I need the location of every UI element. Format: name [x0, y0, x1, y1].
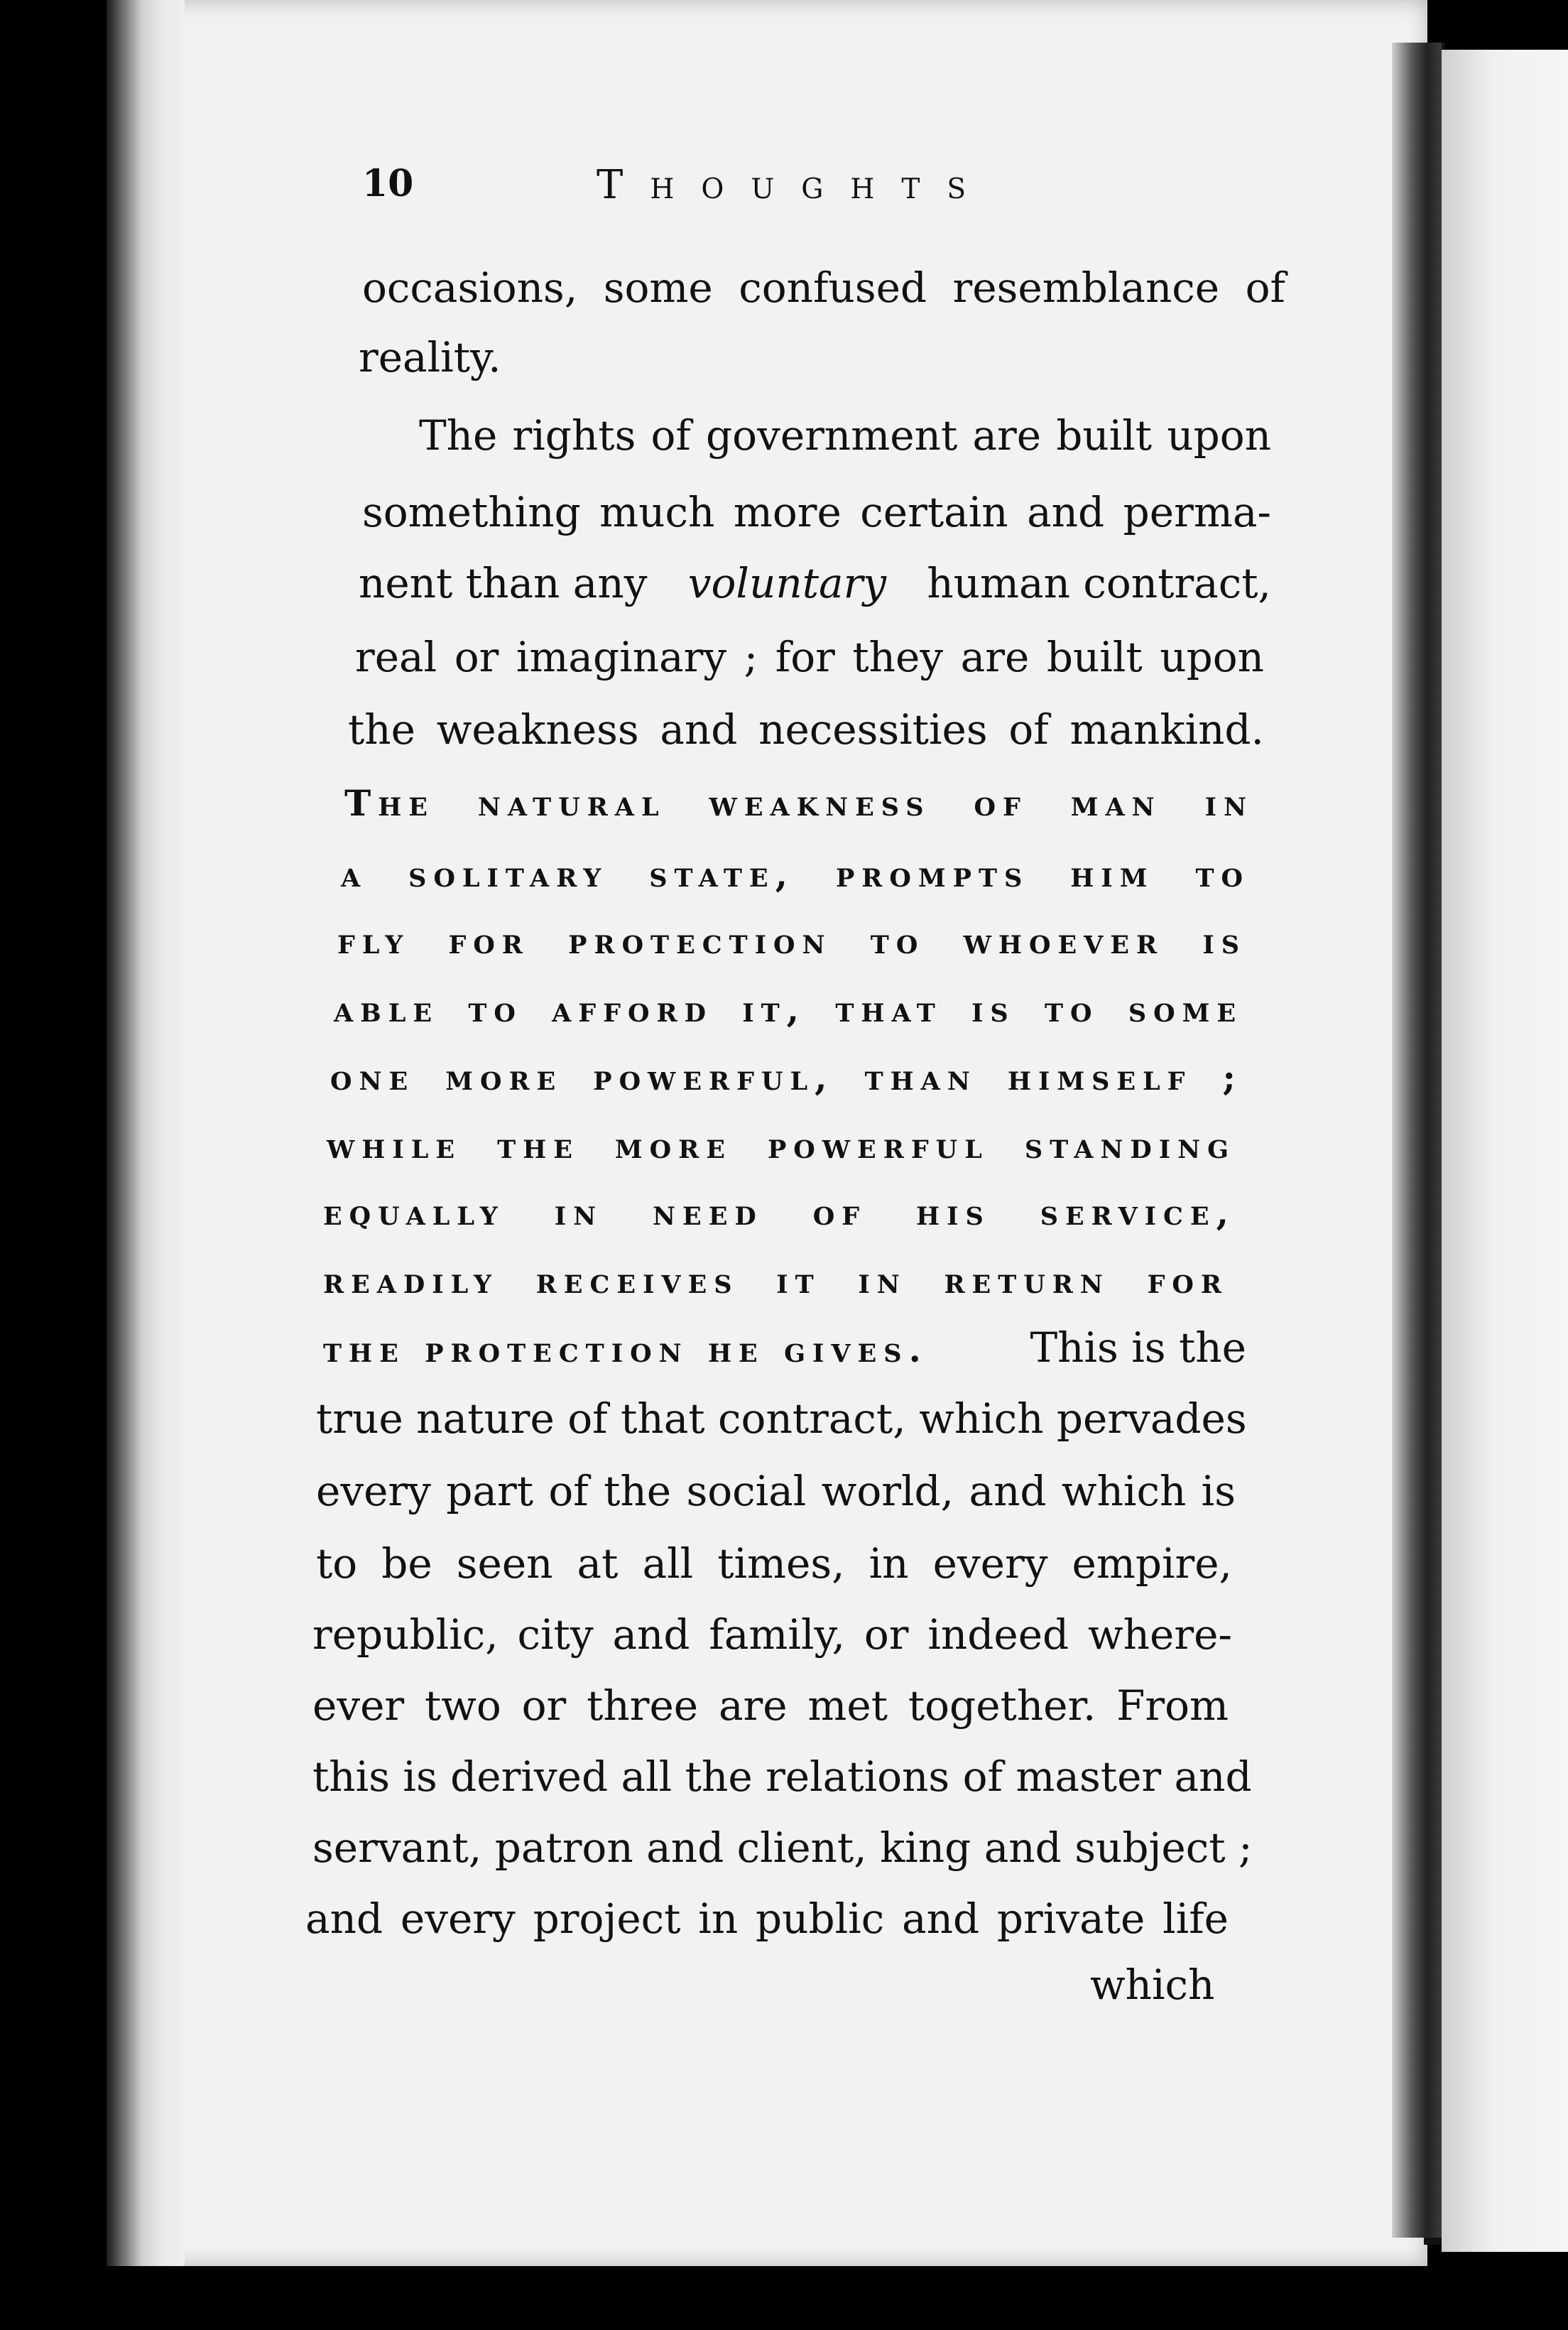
- page-number: 10: [362, 162, 414, 205]
- line-text: the protection he gives.: [323, 1328, 928, 1370]
- small-caps-line: [323, 1188, 1236, 1237]
- line-text: every part of the social world, and which is: [316, 1467, 1236, 1515]
- text-line: [316, 1466, 1236, 1516]
- line-text: ever two or three are met together. From: [312, 1681, 1229, 1730]
- small-caps-line: [337, 916, 1246, 966]
- line-text: reality.: [359, 333, 501, 381]
- text-line: [323, 1323, 1246, 1375]
- line-text: nent than any: [359, 559, 648, 607]
- text-line: [359, 332, 501, 382]
- line-text: fly for protection to whoever is: [337, 920, 1246, 962]
- catchword: which: [1090, 1961, 1215, 2009]
- text-line: [348, 705, 1264, 754]
- small-caps-line: [327, 1121, 1236, 1171]
- text-line: [312, 1752, 1252, 1801]
- text-line: [316, 1394, 1247, 1443]
- text-line: [312, 1610, 1232, 1659]
- line-text: real or imaginary ; for they are built upon: [355, 633, 1264, 681]
- italic-word: voluntary: [687, 559, 887, 607]
- small-caps-line: [344, 779, 1253, 828]
- line-text: the weakness and necessities of mankind.: [348, 705, 1264, 754]
- page-right-edge: [1392, 43, 1442, 2238]
- line-text: to be seen at all times, in every empire,: [316, 1539, 1232, 1588]
- line-text: readily receives it in return for: [323, 1259, 1229, 1301]
- text-line: [312, 1681, 1229, 1730]
- text-line: [362, 263, 1285, 313]
- scan-bottom-border: [0, 2270, 1568, 2330]
- small-caps-line: [323, 1256, 1229, 1306]
- text-line: [316, 1539, 1232, 1588]
- text-line: [312, 1823, 1253, 1873]
- small-caps-line: [330, 1053, 1243, 1102]
- line-text: This is the: [1030, 1323, 1246, 1372]
- running-title: Thoughts: [597, 162, 993, 208]
- line-text: and every project in public and private life: [305, 1895, 1229, 1943]
- line-text: something much more certain and perma-: [362, 488, 1271, 536]
- line-text: one more powerful, than himself ;: [330, 1056, 1243, 1098]
- text-line: [359, 558, 1271, 608]
- line-text: a solitary state, prompts him to: [341, 853, 1250, 895]
- text-line: [419, 411, 1271, 460]
- running-head: [362, 162, 1143, 219]
- line-text: republic, city and family, or indeed where-: [312, 1610, 1232, 1659]
- line-text: true nature of that contract, which pervades: [316, 1394, 1247, 1443]
- line-text: able to afford it, that is to some: [334, 988, 1243, 1030]
- line-text: equally in need of his service,: [323, 1191, 1236, 1233]
- line-text: this is derived all the relations of master and: [312, 1752, 1252, 1801]
- line-text: human contract,: [927, 559, 1271, 607]
- text-line: [355, 632, 1264, 682]
- line-text: servant, patron and client, king and subject ;: [312, 1824, 1253, 1872]
- line-text: occasions, some confused resemblance of: [362, 264, 1285, 312]
- small-caps-line: [334, 985, 1243, 1034]
- line-text: while the more powerful standing: [327, 1125, 1236, 1166]
- small-caps-line: [341, 850, 1250, 899]
- text-line: [305, 1894, 1229, 1944]
- line-text: The natural weakness of man in: [344, 782, 1253, 824]
- line-text: The rights of government are built upon: [419, 411, 1271, 460]
- page-binding-edge: [107, 0, 185, 2266]
- facing-page-edge: [1442, 50, 1568, 2252]
- text-line: [362, 487, 1271, 537]
